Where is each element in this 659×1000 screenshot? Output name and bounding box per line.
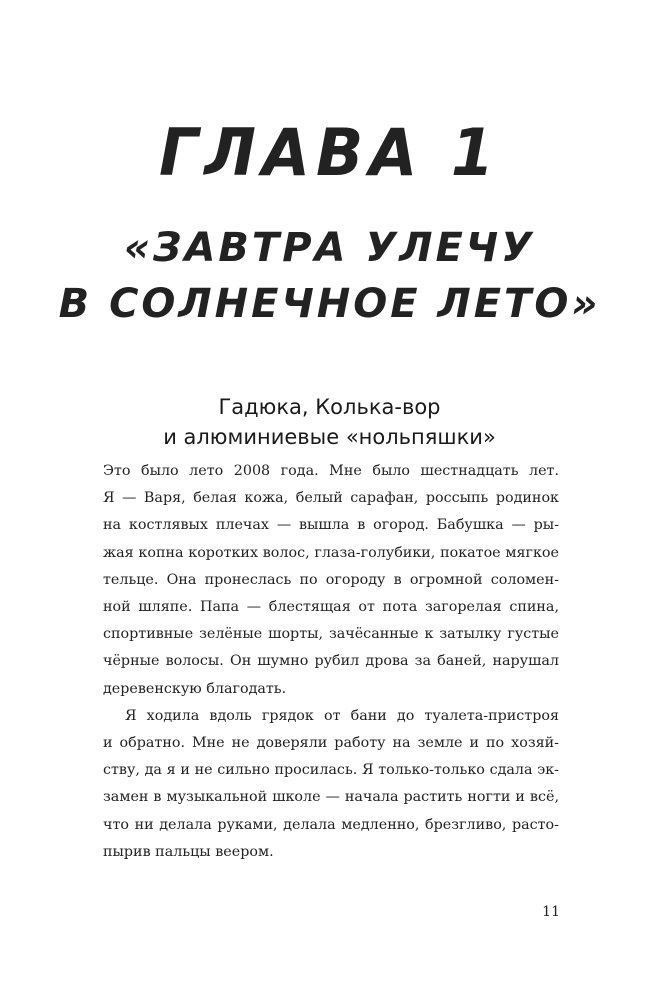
- paragraph-2: [103, 703, 559, 866]
- text-line: жая копна коротких волос, глаза-голубики, покатое мягкое: [103, 544, 559, 561]
- chapter-title: ГЛАВА 1: [159, 114, 500, 191]
- text-line: тельце. Она пронеслась по огороду в огромной соломен-: [103, 571, 559, 588]
- text-line: деревенскую благодать.: [103, 680, 287, 697]
- text-line: Я — Варя, белая кожа, белый сарафан, россыпь родинок: [103, 490, 559, 507]
- text-line: ной шляпе. Папа — блестящая от пота загорелая спина,: [103, 599, 559, 616]
- section-heading-line: и алюминиевые «нольпяшки»: [163, 425, 496, 449]
- page-number: 11: [542, 904, 560, 920]
- text-line: спортивные зелёные шорты, зачёсанные к затылку густые: [103, 626, 559, 643]
- body-text: [103, 458, 559, 866]
- chapter-subtitle: [0, 220, 659, 332]
- section-heading-line: Гадюка, Колька-вор: [218, 395, 441, 419]
- text-line: чёрные волосы. Он шумно рубил дрова за баней, нарушал: [103, 653, 559, 670]
- paragraph-1: [103, 458, 559, 703]
- text-line: Это было лето 2008 года. Мне было шестнадцать лет.: [103, 463, 559, 479]
- text-line: на костлявых плечах — вышла в огород. Бабушка — ры-: [103, 517, 559, 534]
- chapter-subtitle-line: В СОЛНЕЧНОЕ ЛЕТО»: [58, 281, 601, 327]
- text-line: что ни делала руками, делала медленно, брезгливо, расто-: [103, 816, 559, 833]
- chapter-subtitle-line: «ЗАВТРА УЛЕЧУ: [124, 225, 535, 271]
- text-line: пырив пальцы веером.: [103, 843, 274, 860]
- text-line: и обратно. Мне не доверяли работу на земле и по хозяй-: [103, 735, 559, 752]
- text-line: ству, да я и не сильно просилась. Я только-только сдала эк-: [103, 762, 559, 779]
- text-line: замен в музыкальной школе — начала растить ногти и всё,: [103, 789, 559, 806]
- section-heading: [0, 392, 659, 452]
- text-line: Я ходила вдоль грядок от бани до туалета-пристроя: [125, 707, 559, 724]
